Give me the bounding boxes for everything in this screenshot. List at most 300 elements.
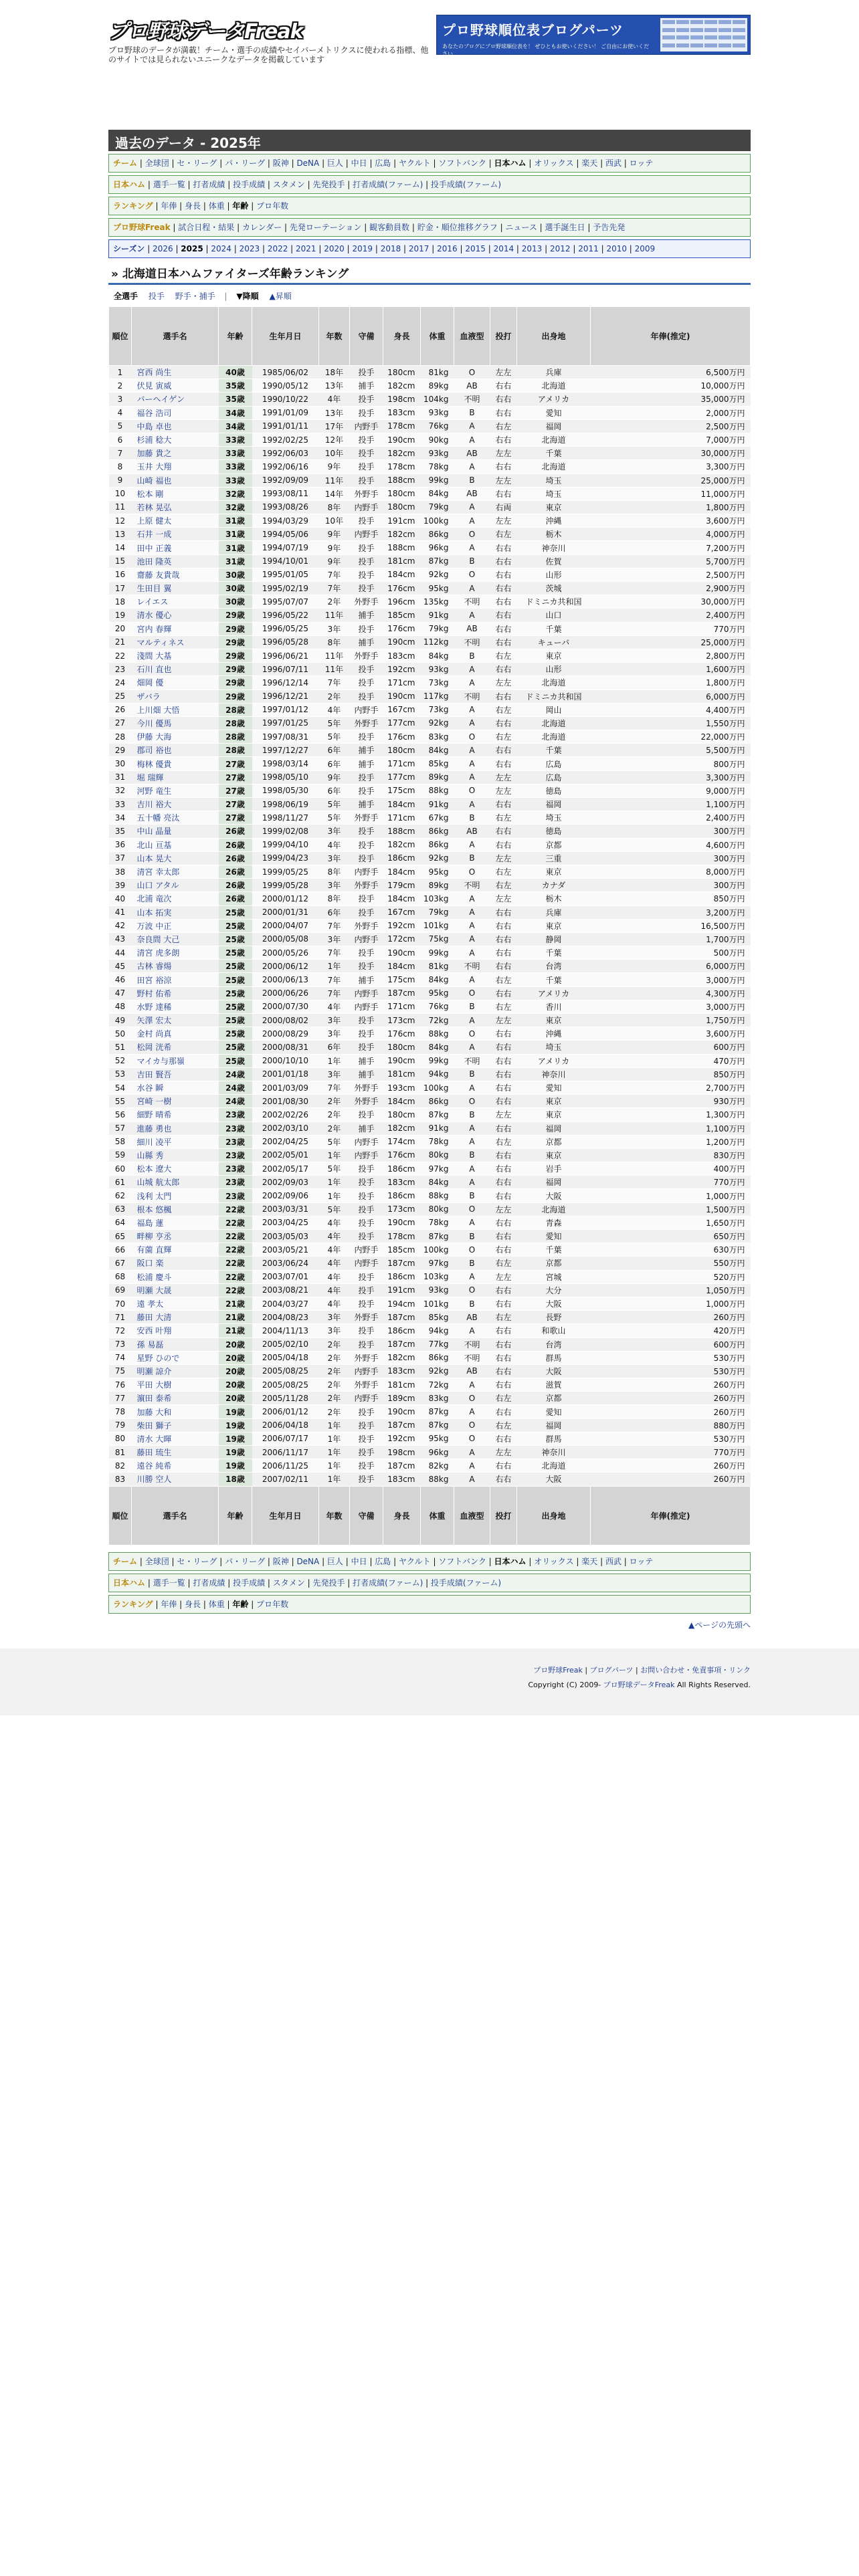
player-name-link[interactable]: 宮崎 一樹 <box>136 1097 172 1107</box>
cell-years: 2年 <box>319 1108 350 1121</box>
table-row <box>109 1270 751 1283</box>
nav-season-item[interactable]: 2010 <box>606 244 627 253</box>
player-name-link[interactable]: 若林 晃弘 <box>136 502 172 512</box>
site-logo[interactable] <box>108 15 430 64</box>
cell-birthdate: 1999/02/08 <box>252 825 319 838</box>
nav-season-item[interactable]: 2024 <box>211 244 231 253</box>
nav-ranking-item[interactable]: 体重 <box>208 1599 225 1609</box>
nav-season-item[interactable]: 2012 <box>550 244 571 253</box>
cell-years: 3年 <box>319 1324 350 1337</box>
player-name-link[interactable]: 浅利 太門 <box>136 1191 172 1201</box>
cell-rank: 56 <box>109 1108 132 1121</box>
player-name-link[interactable]: 山城 航太郎 <box>136 1178 180 1188</box>
player-name-link[interactable]: 明瀬 大晟 <box>136 1285 172 1295</box>
nav-team-item[interactable]: ロッテ <box>629 158 654 168</box>
player-name-link[interactable]: 孫 易磊 <box>136 1339 164 1350</box>
cell-rank: 8 <box>109 460 132 473</box>
player-name-link[interactable]: 池田 隆英 <box>136 556 172 566</box>
cell-rank: 63 <box>109 1202 132 1216</box>
player-name-link[interactable]: 川勝 空人 <box>136 1475 172 1485</box>
cell-throw-bat: 右右 <box>490 622 517 635</box>
logo-title[interactable]: プロ野球データFreak <box>108 20 303 43</box>
copyright-site-link[interactable]: プロ野球データFreak <box>603 1680 675 1689</box>
cell-throw-bat: 左左 <box>490 514 517 528</box>
player-name-link[interactable]: 明瀬 諒介 <box>136 1366 172 1376</box>
player-name-link[interactable]: 進藤 勇也 <box>136 1123 172 1134</box>
player-name-link[interactable]: 矢澤 宏太 <box>136 1016 172 1026</box>
cell-rank: 17 <box>109 582 132 595</box>
player-name-link[interactable]: 梅林 優貴 <box>136 759 172 769</box>
player-name-link[interactable]: 有薗 直輝 <box>136 1245 172 1255</box>
cell-salary: 16,500万円 <box>591 919 751 932</box>
cell-birthplace: 山形 <box>517 663 591 676</box>
player-name-link[interactable]: 阪口 楽 <box>136 1259 164 1269</box>
cell-name <box>132 1148 219 1162</box>
player-name-link[interactable]: 齋藤 友貴哉 <box>136 570 180 580</box>
cell-birthdate: 1996/05/28 <box>252 635 319 649</box>
table-row <box>109 1216 751 1229</box>
nav-freak-item[interactable]: カレンダー <box>242 223 282 232</box>
column-header: 血液型 <box>454 307 490 366</box>
cell-years: 4年 <box>319 1000 350 1013</box>
nav-season-item[interactable]: 2021 <box>296 244 316 253</box>
cell-years: 7年 <box>319 676 350 689</box>
nav-ranking-item[interactable]: 体重 <box>208 201 225 211</box>
cell-height: 190cm <box>383 1216 421 1229</box>
cell-position: 投手 <box>350 568 383 581</box>
cell-rank: 64 <box>109 1216 132 1229</box>
nav-club-item[interactable]: 打者成績(ファーム) <box>353 1578 423 1588</box>
cell-age: 28歳 <box>219 716 252 730</box>
nav-club-item[interactable]: 先発投手 <box>312 1578 345 1588</box>
cell-years: 7年 <box>319 568 350 581</box>
footer-links: プロ野球Freak | ブログパーツ | お問い合わせ・免責事項・リンク <box>533 1665 751 1675</box>
cell-birthplace: 栃木 <box>517 892 591 905</box>
nav-club-item[interactable]: 投手成績 <box>233 1578 266 1588</box>
player-name-link[interactable]: 石井 一成 <box>136 530 172 540</box>
cell-name <box>132 865 219 878</box>
nav-ranking-item[interactable]: 年俸 <box>161 1599 177 1609</box>
player-name-link[interactable]: 玉井 大翔 <box>136 462 172 472</box>
cell-rank: 16 <box>109 568 132 581</box>
cell-name <box>132 1108 219 1121</box>
cell-years: 1年 <box>319 1446 350 1459</box>
nav-team-item[interactable]: パ・リーグ <box>225 158 266 168</box>
nav-season-item[interactable]: 2022 <box>267 244 288 253</box>
player-name-link[interactable]: 中山 晶量 <box>136 827 172 837</box>
cell-height: 186cm <box>383 851 421 865</box>
nav-season-item[interactable]: 2018 <box>380 244 401 253</box>
blog-parts-banner[interactable] <box>436 15 751 55</box>
cell-salary: 550万円 <box>591 1257 751 1270</box>
cell-years: 9年 <box>319 528 350 541</box>
player-name-link[interactable]: 畑岡 優 <box>136 678 164 688</box>
player-name-link[interactable]: 吉川 裕大 <box>136 800 172 810</box>
nav-ranking-item[interactable]: 年俸 <box>161 201 177 211</box>
cell-weight: 96kg <box>421 541 454 554</box>
nav-team-item[interactable]: 西武 <box>605 158 622 168</box>
cell-salary: 25,000万円 <box>591 635 751 649</box>
nav-team-item[interactable]: 楽天 <box>581 158 598 168</box>
nav-team-item[interactable]: 巨人 <box>326 1556 343 1566</box>
cell-birthplace: ドミニカ共和国 <box>517 595 591 609</box>
player-name-link[interactable]: 五十幡 亮汰 <box>136 813 180 823</box>
cell-blood: B <box>454 1230 490 1243</box>
player-name-link[interactable]: 野村 佑希 <box>136 988 172 998</box>
player-name-link[interactable]: マルティネス <box>136 637 185 647</box>
nav-club-item[interactable]: 選手一覧 <box>153 1578 185 1588</box>
nav-season-item[interactable]: 2014 <box>493 244 514 253</box>
nav-freak-item[interactable]: 試合日程・結果 <box>178 223 235 232</box>
table-row <box>109 473 751 487</box>
cell-throw-bat: 右右 <box>490 1162 517 1176</box>
cell-name <box>132 905 219 919</box>
cell-salary: 4,000万円 <box>591 528 751 541</box>
player-name-link[interactable]: 石川 直也 <box>136 665 172 675</box>
player-name-link[interactable]: 宮内 春輝 <box>136 624 172 634</box>
nav-team-item[interactable]: ソフトバンク <box>438 158 486 168</box>
nav-club-item[interactable]: スタメン <box>272 180 305 189</box>
nav-team-item[interactable]: 西武 <box>605 1556 622 1566</box>
nav-club-item[interactable]: スタメン <box>272 1578 305 1588</box>
nav-freak-item[interactable]: 観客動員数 <box>369 223 410 232</box>
nav-team-item[interactable]: 巨人 <box>326 158 343 168</box>
player-name-link[interactable]: レイエス <box>136 597 169 607</box>
player-name-link[interactable]: 細川 凌平 <box>136 1137 172 1147</box>
nav-season-item[interactable]: 2016 <box>437 244 458 253</box>
nav-club-item[interactable]: 打者成績(ファーム) <box>353 180 423 189</box>
nav-season-item[interactable]: 2020 <box>324 244 345 253</box>
cell-rank: 12 <box>109 514 132 528</box>
player-name-link[interactable]: マイカ与那嶺 <box>136 1056 185 1066</box>
player-name-link[interactable]: 福島 蓮 <box>136 1218 164 1228</box>
nav-club-item[interactable]: 投手成績(ファーム) <box>430 1578 502 1588</box>
cell-name <box>132 528 219 541</box>
player-name-link[interactable]: 水野 達稀 <box>136 1002 172 1012</box>
cell-throw-bat: 右左 <box>490 1257 517 1270</box>
nav-club-item[interactable]: 選手一覧 <box>153 180 185 189</box>
cell-years: 12年 <box>319 433 350 446</box>
player-name-link[interactable]: 柴田 獅子 <box>136 1420 172 1430</box>
cell-height: 180cm <box>383 500 421 514</box>
column-header: 選手名 <box>132 307 219 366</box>
cell-weight: 89kg <box>421 379 454 393</box>
cell-name <box>132 393 219 406</box>
cell-years: 3年 <box>319 622 350 635</box>
column-header: 血液型 <box>454 1486 490 1545</box>
player-name-link[interactable]: 淺間 大基 <box>136 651 172 661</box>
cell-years: 3年 <box>319 1311 350 1324</box>
cell-years: 1年 <box>319 1176 350 1189</box>
player-name-link[interactable]: 中島 卓也 <box>136 421 172 431</box>
cell-throw-bat: 左左 <box>490 1014 517 1027</box>
nav-team-item[interactable]: セ・リーグ <box>177 1556 217 1566</box>
nav-season-item[interactable]: 2011 <box>578 244 599 253</box>
filter-fielder[interactable]: 野手・捕手 <box>175 292 215 301</box>
table-body <box>109 366 751 1487</box>
cell-weight: 84kg <box>421 1176 454 1189</box>
cell-blood: A <box>454 1081 490 1094</box>
table-row <box>109 1459 751 1473</box>
cell-throw-bat: 右右 <box>490 433 517 446</box>
nav-freak-item[interactable]: 貯金・順位推移グラフ <box>417 223 498 232</box>
player-name-link[interactable]: 杉浦 稔大 <box>136 435 172 445</box>
cell-rank: 41 <box>109 905 132 919</box>
cell-height: 183cm <box>383 1364 421 1378</box>
filter-pitcher[interactable]: 投手 <box>148 292 165 301</box>
player-name-link[interactable]: バーヘイゲン <box>136 395 185 405</box>
cell-name <box>132 838 219 851</box>
nav-freak-item[interactable]: 選手誕生日 <box>545 223 585 232</box>
nav-season-item[interactable]: 2023 <box>239 244 260 253</box>
player-name-link[interactable]: 生田目 翼 <box>136 584 172 594</box>
player-name-link[interactable]: 宮西 尚生 <box>136 368 172 378</box>
cell-name <box>132 541 219 554</box>
player-name-link[interactable]: 畔柳 亨丞 <box>136 1232 172 1242</box>
player-name-link[interactable]: 金村 尚真 <box>136 1029 172 1039</box>
nav-season-item[interactable]: 2026 <box>153 244 173 253</box>
player-name-link[interactable]: 清宮 幸太郎 <box>136 867 180 877</box>
nav-freak-item[interactable]: 先発ローテーション <box>289 223 362 232</box>
cell-height: 190cm <box>383 635 421 649</box>
cell-throw-bat: 右右 <box>490 1243 517 1257</box>
player-name-link[interactable]: 松本 遼大 <box>136 1164 172 1174</box>
cell-position: 外野手 <box>350 1095 383 1108</box>
nav-freak-item[interactable]: 予告先発 <box>593 223 626 232</box>
column-header: 身長 <box>383 307 421 366</box>
nav-team-item[interactable]: 中日 <box>351 1556 367 1566</box>
player-name-link[interactable]: 藤田 琉生 <box>136 1448 172 1458</box>
cell-throw-bat: 右右 <box>490 1054 517 1067</box>
cell-weight: 85kg <box>421 757 454 770</box>
nav-season-item[interactable]: 2009 <box>634 244 656 253</box>
nav-club-item[interactable]: 投手成績 <box>233 180 266 189</box>
nav-team-item[interactable]: 中日 <box>351 158 367 168</box>
nav-season-item[interactable]: 2015 <box>465 244 486 253</box>
nav-team-item[interactable]: 全球団 <box>145 158 169 168</box>
player-name-link[interactable]: 濵田 泰希 <box>136 1394 172 1404</box>
player-name-link[interactable]: 藤田 大清 <box>136 1313 172 1323</box>
nav-team-item[interactable]: 広島 <box>375 1556 391 1566</box>
player-name-link[interactable]: 加藤 貴之 <box>136 449 172 459</box>
nav-team-item[interactable]: 阪神 <box>272 158 289 168</box>
cell-birthplace: 神奈川 <box>517 1067 591 1081</box>
cell-birthdate: 2000/01/12 <box>252 892 319 905</box>
player-name-link[interactable]: 伏見 寅威 <box>136 381 172 391</box>
player-name-link[interactable]: 山本 拓実 <box>136 907 172 918</box>
player-name-link[interactable]: 山口 アタル <box>136 881 179 891</box>
cell-age: 29歳 <box>219 622 252 635</box>
player-name-link[interactable]: 郡司 裕也 <box>136 746 172 756</box>
nav-team-item[interactable]: ソフトバンク <box>438 1556 486 1566</box>
nav-season-item[interactable]: 2017 <box>408 244 430 253</box>
player-name-link[interactable]: 伊藤 大海 <box>136 732 172 742</box>
cell-age: 22歳 <box>219 1283 252 1297</box>
cell-rank: 11 <box>109 500 132 514</box>
cell-years: 18年 <box>319 366 350 379</box>
cell-salary: 2,400万円 <box>591 609 751 622</box>
nav-ranking-item[interactable]: プロ年数 <box>256 1599 289 1609</box>
nav-team-item[interactable]: 全球団 <box>145 1556 169 1566</box>
player-name-link[interactable]: 田宮 裕涼 <box>136 975 172 985</box>
player-name-link[interactable]: 上川畑 大悟 <box>136 705 180 715</box>
page-title-text: 北海道日本ハムファイターズ年齢ランキング <box>122 267 349 281</box>
back-to-top-link[interactable]: ▲ページの先頭へ <box>688 1620 751 1630</box>
nav-team-item[interactable]: ヤクルト <box>398 158 431 168</box>
cell-rank: 2 <box>109 379 132 393</box>
footer-link-freak[interactable]: プロ野球Freak <box>533 1665 583 1675</box>
player-name-link[interactable]: 水谷 瞬 <box>136 1083 164 1093</box>
nav-team-item[interactable]: 広島 <box>375 158 391 168</box>
nav-club-item[interactable]: 打者成績 <box>193 1578 225 1588</box>
cell-position: 捕手 <box>350 798 383 811</box>
table-row <box>109 879 751 892</box>
nav-freak-item[interactable]: ニュース <box>505 223 537 232</box>
player-name-link[interactable]: 福谷 浩司 <box>136 408 172 418</box>
cell-blood: O <box>454 1283 490 1297</box>
cell-height: 173cm <box>383 1014 421 1027</box>
nav-club-item[interactable]: 先発投手 <box>312 180 345 189</box>
cell-rank: 49 <box>109 1014 132 1027</box>
cell-throw-bat: 右右 <box>490 1189 517 1202</box>
nav-team-item[interactable]: 阪神 <box>272 1556 289 1566</box>
player-name-link[interactable]: 吉田 賢吾 <box>136 1069 172 1079</box>
nav-ranking-item[interactable]: プロ年数 <box>256 201 289 211</box>
table-row <box>109 528 751 541</box>
player-name-link[interactable]: 上原 健太 <box>136 516 172 526</box>
table-row <box>109 811 751 825</box>
nav-team-item[interactable]: パ・リーグ <box>225 1556 266 1566</box>
cell-position: 投手 <box>350 393 383 406</box>
cell-birthdate: 2003/08/21 <box>252 1283 319 1297</box>
player-name-link[interactable]: 安西 叶翔 <box>136 1326 172 1336</box>
cell-throw-bat: 左左 <box>490 770 517 784</box>
player-name-link[interactable]: 根本 悠楓 <box>136 1204 172 1214</box>
cell-blood: A <box>454 905 490 919</box>
nav-season-item[interactable]: 2019 <box>352 244 373 253</box>
player-name-link[interactable]: 松岡 洸希 <box>136 1043 172 1053</box>
cell-birthplace: 東京 <box>517 1095 591 1108</box>
player-name-link[interactable]: 清宮 虎多朗 <box>136 948 180 958</box>
cell-salary: 260万円 <box>591 1311 751 1324</box>
nav-team-item[interactable]: オリックス <box>534 1556 574 1566</box>
nav-team-item[interactable]: セ・リーグ <box>177 158 217 168</box>
player-name-link[interactable]: 山縣 秀 <box>136 1150 164 1160</box>
cell-name <box>132 1095 219 1108</box>
player-name-link[interactable]: 遠 孝太 <box>136 1299 164 1309</box>
cell-salary: 4,400万円 <box>591 703 751 716</box>
table-row <box>109 892 751 905</box>
player-name-link[interactable]: 山崎 福也 <box>136 475 172 486</box>
player-name-link[interactable]: 細野 晴希 <box>136 1110 172 1120</box>
table-row <box>109 703 751 716</box>
player-name-link[interactable]: 山本 晃大 <box>136 853 172 863</box>
cell-blood: AB <box>454 447 490 460</box>
column-header: 体重 <box>421 307 454 366</box>
cell-blood: A <box>454 541 490 554</box>
cell-birthdate: 1998/06/19 <box>252 798 319 811</box>
player-name-link[interactable]: 北浦 竜次 <box>136 894 172 904</box>
cell-position: 投手 <box>350 460 383 473</box>
cell-position: 投手 <box>350 1014 383 1027</box>
cell-age: 20歳 <box>219 1378 252 1392</box>
cell-birthdate: 2000/06/12 <box>252 960 319 973</box>
cell-rank: 6 <box>109 433 132 446</box>
cell-rank: 66 <box>109 1243 132 1257</box>
cell-age: 22歳 <box>219 1243 252 1257</box>
cell-name <box>132 973 219 986</box>
nav-team-item[interactable]: 楽天 <box>581 1556 598 1566</box>
cell-position: 捕手 <box>350 757 383 770</box>
cell-blood: A <box>454 1135 490 1148</box>
nav-club-item[interactable]: 投手成績(ファーム) <box>430 180 502 189</box>
player-name-link[interactable]: 遠谷 純希 <box>136 1461 172 1471</box>
cell-age: 18歳 <box>219 1473 252 1486</box>
cell-age: 21歳 <box>219 1297 252 1310</box>
nav-team-item[interactable]: DeNA <box>296 158 320 168</box>
cell-height: 191cm <box>383 1283 421 1297</box>
cell-height: 183cm <box>383 406 421 419</box>
player-name-link[interactable]: 今川 優馬 <box>136 718 172 728</box>
table-row <box>109 1041 751 1054</box>
cell-position: 捕手 <box>350 1067 383 1081</box>
table-row <box>109 419 751 433</box>
footer-link-blogparts[interactable]: ブログパーツ <box>589 1665 634 1675</box>
cell-height: 171cm <box>383 811 421 825</box>
player-name-link[interactable]: 清水 大暉 <box>136 1434 172 1444</box>
player-name-link[interactable]: 堀 瑞輝 <box>136 772 164 782</box>
player-name-link[interactable]: 田中 正義 <box>136 543 172 553</box>
cell-throw-bat: 左左 <box>490 676 517 689</box>
cell-throw-bat: 左左 <box>490 447 517 460</box>
nav-ranking-item[interactable]: 身長 <box>185 201 201 211</box>
nav-ranking-item[interactable]: 身長 <box>185 1599 201 1609</box>
cell-salary: 1,650万円 <box>591 1216 751 1229</box>
player-name-link[interactable]: 北山 亘基 <box>136 840 172 850</box>
cell-weight: 88kg <box>421 1473 454 1486</box>
player-name-link[interactable]: 加藤 大和 <box>136 1407 172 1417</box>
nav-team-item[interactable]: DeNA <box>296 1556 320 1566</box>
player-name-link[interactable]: 万波 中正 <box>136 921 172 931</box>
nav-team-item[interactable]: ロッテ <box>629 1556 654 1566</box>
cell-rank: 72 <box>109 1324 132 1337</box>
nav-team-item[interactable]: オリックス <box>534 158 574 168</box>
player-name-link[interactable]: 古林 睿煬 <box>136 962 172 972</box>
cell-position: 投手 <box>350 1405 383 1418</box>
cell-years: 3年 <box>319 1014 350 1027</box>
nav-season-item[interactable]: 2013 <box>521 244 543 253</box>
player-name-link[interactable]: 松浦 慶斗 <box>136 1272 172 1282</box>
nav-team-item[interactable]: ヤクルト <box>398 1556 431 1566</box>
player-name-link[interactable]: 清水 優心 <box>136 611 172 621</box>
player-name-link[interactable]: 星野 ひので <box>136 1353 180 1363</box>
footer-link-contact[interactable]: お問い合わせ・免責事項・リンク <box>640 1665 751 1675</box>
cell-height: 192cm <box>383 919 421 932</box>
cell-height: 180cm <box>383 1108 421 1121</box>
cell-birthplace: 大分 <box>517 1283 591 1297</box>
player-name-link[interactable]: 奈良間 大己 <box>136 934 180 944</box>
nav-club-item[interactable]: 打者成績 <box>193 180 225 189</box>
cell-blood: A <box>454 460 490 473</box>
player-name-link[interactable]: ザバラ <box>136 691 161 702</box>
cell-age: 19歳 <box>219 1459 252 1473</box>
player-name-link[interactable]: 平田 大樹 <box>136 1380 172 1390</box>
player-name-link[interactable]: 河野 竜生 <box>136 786 172 796</box>
cell-birthplace: 愛知 <box>517 1405 591 1418</box>
player-name-link[interactable]: 松本 剛 <box>136 489 164 499</box>
sort-asc[interactable]: ▲昇順 <box>269 292 292 301</box>
cell-name <box>132 406 219 419</box>
